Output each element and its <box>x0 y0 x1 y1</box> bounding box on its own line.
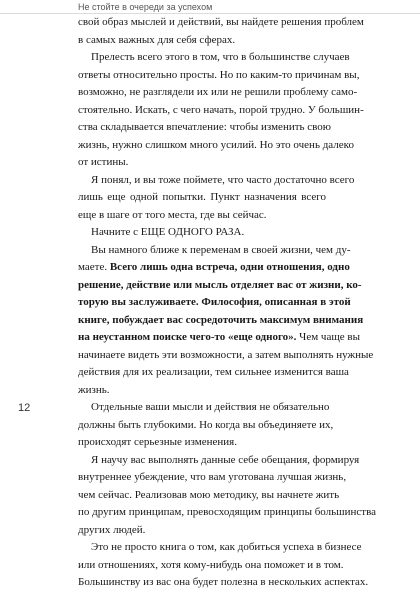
text-line: Большинству из вас она будет полезна в нескольких аспектах. <box>78 576 369 588</box>
text-line: Это не просто книга о том, как добиться успеха в бизнесе <box>91 541 362 553</box>
text-line: действия для их реализации, тем сильнее изменится ваша <box>78 366 349 378</box>
paragraph <box>78 242 374 400</box>
paragraph <box>78 224 326 242</box>
page-number: 12 <box>18 402 31 414</box>
text-line: ответы относительно просты. Но по каким-то причинам вы, <box>78 68 360 81</box>
text-line: на неустанном поиске чего-то «еще одного». Чем чаще вы <box>78 331 361 343</box>
text-line: Вы намного ближе к переменам в своей жизни, чем ду- <box>91 243 351 256</box>
text-line: лишь еще одной попытки. Пункт назначения всего <box>78 191 326 203</box>
text-line: ства складывается впечатление: чтобы изменить свою <box>78 121 332 133</box>
text-line: Отдельные ваши мысли и действия не обязательно <box>91 401 330 413</box>
text-line: Я научу вас выполнять данные себе обещания, формируя <box>91 453 360 466</box>
paragraph <box>78 49 364 172</box>
text-line: чем сейчас. Реализовав мою методику, вы начнете жить <box>78 488 340 501</box>
text-line: должны быть глубокими. Но когда вы объединяете их, <box>78 418 334 431</box>
text-line: стоятельно. Искать, с чего начать, порой трудно. У большин- <box>78 103 364 116</box>
paragraph <box>78 399 334 452</box>
paragraph <box>78 539 369 592</box>
text-line: торую вы заслуживаете. Философия, описанная в этой <box>78 296 351 308</box>
text-line: жизнь, нужно слишком много усилий. Но это очень далеко <box>78 138 354 151</box>
text-line: жизнь. <box>78 383 110 396</box>
text-line: Начните с ЕЩЕ ОДНОГО РАЗА. <box>91 226 245 238</box>
text-line: начинаете видеть эти возможности, а затем выполнять нужные <box>78 348 374 361</box>
text-line: возможно, не разглядели их или не решили проблему само- <box>78 86 358 98</box>
text-line: решение, действие или мысль отделяет вас от жизни, ко- <box>78 278 362 291</box>
running-head: Не стойте в очереди за успехом <box>0 0 420 14</box>
paragraph <box>78 452 377 540</box>
text-line: свой образ мыслей и действий, вы найдете решения проблем <box>78 16 364 28</box>
text-line: других людей. <box>78 523 146 536</box>
text-line: в самых важных для себя сферах. <box>78 33 236 46</box>
page-body-text <box>78 14 377 592</box>
text-line: по другим принципам, превосходящим принципы большинства <box>78 506 377 518</box>
paragraph <box>78 14 364 49</box>
text-line: от истины. <box>78 156 129 168</box>
text-line: внутреннее убеждение, что вам уготована лучшая жизнь, <box>78 471 347 483</box>
text-line: Я понял, и вы тоже поймете, что часто достаточно всего <box>91 173 355 186</box>
text-line: происходят серьезные изменения. <box>78 436 237 448</box>
text-line: маете. Всего лишь одна встреча, одни отношения, одно <box>78 261 350 273</box>
text-line: или отношениях, хотя кому-нибудь она поможет и в том. <box>78 558 344 571</box>
text-line: Прелесть всего этого в том, что в большинстве случаев <box>91 51 350 63</box>
paragraph <box>78 172 355 225</box>
text-line: книге, побуждает вас сосредоточить максимум внимания <box>78 313 364 326</box>
text-line: еще в шаге от того места, где вы сейчас. <box>78 208 267 221</box>
